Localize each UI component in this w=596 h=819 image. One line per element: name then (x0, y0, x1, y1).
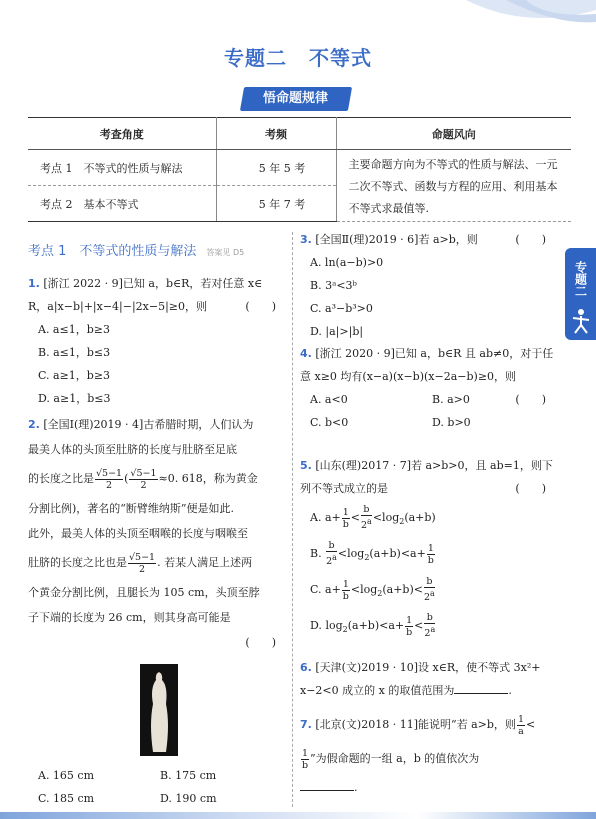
column-divider (292, 232, 293, 807)
question-text: 最美人体的头顶至肚脐的长度与肚脐至足底 (28, 443, 237, 456)
question-1 (28, 272, 288, 410)
option-letter: B. (310, 547, 322, 560)
fraction (95, 468, 123, 491)
question-text: 意 x≥0 均有(x−a)(x−b)(x−2a−b)≥0，则 (300, 370, 517, 383)
answer-paren: ( ) (515, 393, 546, 406)
fraction: $\frac{1}{b}$ (301, 747, 309, 771)
fraction-denominator: 2 (140, 479, 147, 491)
question-text: x−2<0 成立的 x 的取值范围为 (300, 684, 455, 697)
question-7: 7. [北京(文)2018 · 11]能说明“若 a>b，则 $\frac{1}{a}$ < $\frac{1}{b}$ ”为假命题的一组 a，b 的值依次为 . (300, 713, 536, 794)
answer-paren: ( ) (515, 482, 546, 495)
answer-blank[interactable] (300, 780, 354, 791)
option: B. 175 cm (160, 769, 217, 782)
answer-ref: 答案见 D5 (206, 248, 245, 257)
question-text: [北京(文)2018 · 11]能说明“若 a>b，则 (315, 718, 516, 731)
fraction-numerator: √5−1 (96, 467, 123, 479)
question-text: 肚脐的长度之比也是 (28, 556, 127, 569)
question-text: [天津(文)2019 · 10]设 x∈R，使不等式 3x²+ (315, 661, 541, 674)
question-number: 2. (28, 418, 40, 431)
question-4 (300, 342, 558, 434)
table-cell-trend: 主要命题方向为不等式的性质与解法、一元二次不等式、函数与方程的应用、利用基本不等式求最值等. (336, 150, 571, 222)
question-number: 5. (300, 459, 312, 472)
question-text: 的长度之比是 (28, 472, 94, 485)
question-5 (300, 454, 558, 644)
question-number: 1. (28, 277, 40, 290)
option: D. a≥1，b≤3 (38, 392, 111, 405)
title-part1: 专题二 (224, 46, 287, 70)
question-6: 6. [天津(文)2019 · 10]设 x∈R，使不等式 3x²+ x−2<0 成立的 x 的取值范围为 . (300, 661, 541, 697)
fraction-numerator: √5−1 (130, 467, 157, 479)
question-text: 个黄金分割比例，且腿长为 105 cm，头顶至脖 (28, 586, 260, 599)
section-heading (28, 240, 288, 259)
question-text: 列不等式成立的是 (300, 482, 388, 495)
answer-paren: ( ) (515, 233, 546, 246)
title-part2: 不等式 (309, 46, 372, 70)
option-letter: D. (310, 619, 322, 632)
fraction-numerator: √5−1 (129, 551, 156, 563)
table-header: 考查角度 (28, 118, 216, 150)
question-text: 此外，最美人体的头顶至咽喉的长度与咽喉至 (28, 527, 248, 540)
answer-blank[interactable] (454, 683, 508, 694)
table-cell: 考点 1 不等式的性质与解法 (28, 150, 216, 186)
option: D. 190 cm (160, 792, 217, 805)
log-text: log (347, 547, 365, 560)
figure-icon (570, 308, 592, 334)
option: B. a>0 (432, 393, 470, 406)
option: C. a³−b³>0 (310, 302, 373, 315)
option: C. a≥1，b≥3 (38, 369, 111, 382)
question-number: 6. (300, 661, 312, 674)
rules-table (28, 117, 571, 222)
table-cell: 5 年 5 考 (216, 150, 336, 186)
table-header: 命题风向 (336, 118, 571, 150)
question-text: R，a|x−b|+|x−4|−|2x−5|≥0，则 (28, 300, 208, 313)
option: A. a<0 (310, 393, 348, 406)
option: B. a≤1，b≤3 (38, 346, 111, 359)
question-text: . 若某人满足上述两 (157, 556, 253, 569)
question-text: [浙江 2022 · 9]已知 a，b∈R，若对任意 x∈ (43, 277, 263, 290)
table-header: 考频 (216, 118, 336, 150)
section-banner (240, 87, 352, 111)
option: A. a+ $\frac{1}{b}$ < $\frac{b}{2^a}$ $<\log_2(a+b)$ (310, 504, 436, 532)
question-text: [山东(理)2017 · 7]若 a>b>0，且 ab=1，则下 (315, 459, 553, 472)
table-row (28, 150, 571, 186)
option: B. 3ᵃ<3ᵇ (310, 279, 357, 292)
question-text: [全国Ⅰ(理)2019 · 4]古希腊时期，人们认为 (43, 418, 254, 431)
page-title (0, 42, 596, 71)
option: D. |a|>|b| (310, 325, 364, 338)
banner-label: 悟命题规律 (263, 91, 329, 106)
fraction-denominator: 2 (106, 479, 113, 491)
question-text: [浙江 2020 · 9]已知 a，b∈R 且 ab≠0，对于任 (315, 347, 554, 360)
fraction (128, 552, 156, 575)
table-cell: 考点 2 基本不等式 (28, 186, 216, 222)
option: A. ln(a−b)>0 (310, 256, 384, 269)
question-text: 分割比例)，著名的“断臂维纳斯”便是如此. (28, 502, 235, 515)
option: C. b<0 (310, 416, 349, 429)
log-text: log (382, 511, 400, 524)
question-3 (300, 228, 558, 343)
side-tab[interactable] (565, 248, 596, 340)
venus-statue-image (140, 664, 178, 756)
option: C. 185 cm (38, 792, 95, 805)
bottom-strip (0, 812, 596, 819)
option: D. $\log_2(a+b)<a+$ $\frac{1}{b}$ < $\frac{b}{2^a}$ (310, 612, 436, 640)
option-letter: A. (310, 511, 322, 524)
table-cell: 5 年 7 考 (216, 186, 336, 222)
question-text: [全国Ⅱ(理)2019 · 6]若 a>b，则 (315, 233, 478, 246)
question-text: 子下端的长度为 26 cm，则其身高可能是 (28, 611, 231, 624)
log-text: log (360, 583, 378, 596)
answer-paren: ( ) (245, 300, 276, 313)
option: A. 165 cm (38, 769, 95, 782)
option-letter: C. (310, 583, 322, 596)
question-text: ≈0. 618，称为黄金 (158, 472, 258, 485)
option: C. a+ $\frac{1}{b}$ $<\log_2(a+b)<$ $\frac{b}{2^a}$ (310, 576, 435, 604)
section-title: 考点 1 不等式的性质与解法 (28, 244, 197, 259)
fraction: $\frac{1}{a}$ (517, 713, 524, 737)
question-2: 2. [全国Ⅰ(理)2019 · 4]古希腊时期，人们认为 最美人体的头顶至肚脐的长度与肚脐至足底 的长度之比是 $\frac{√5-1}{2}$ ( $\frac{√5-1}{2}$ ≈0. 618，称为黄金 分割比例)，著名的“断臂维纳斯”便是如此. 此外，最美人体的头顶至咽喉的长度与咽喉至 肚脐的长度之比也是 $\frac{√5-1}{2}$ . 若某人满足上述两 个黄金分割比例，且腿长为 105 cm，头顶至脖 子下端的长度为 26 cm，则其身高可能是 ( ) (28, 412, 288, 655)
question-2-options (38, 764, 288, 810)
question-number: 7. (300, 718, 312, 731)
option: B. $\frac{b}{2^a}$ $<\log_2(a+b)<a+$ $\frac{1}{b}$ (310, 540, 434, 568)
side-tab-label: 专题二 (573, 261, 588, 297)
question-number: 4. (300, 347, 312, 360)
fraction-denominator: 2 (139, 563, 146, 575)
question-number: 3. (300, 233, 312, 246)
log-text: log (325, 619, 343, 632)
question-text: ”为假命题的一组 a，b 的值依次为 (310, 752, 480, 765)
fraction (129, 468, 157, 491)
option: D. b>0 (432, 416, 471, 429)
answer-paren: ( ) (245, 636, 276, 649)
option: A. a≤1，b≥3 (38, 323, 110, 336)
